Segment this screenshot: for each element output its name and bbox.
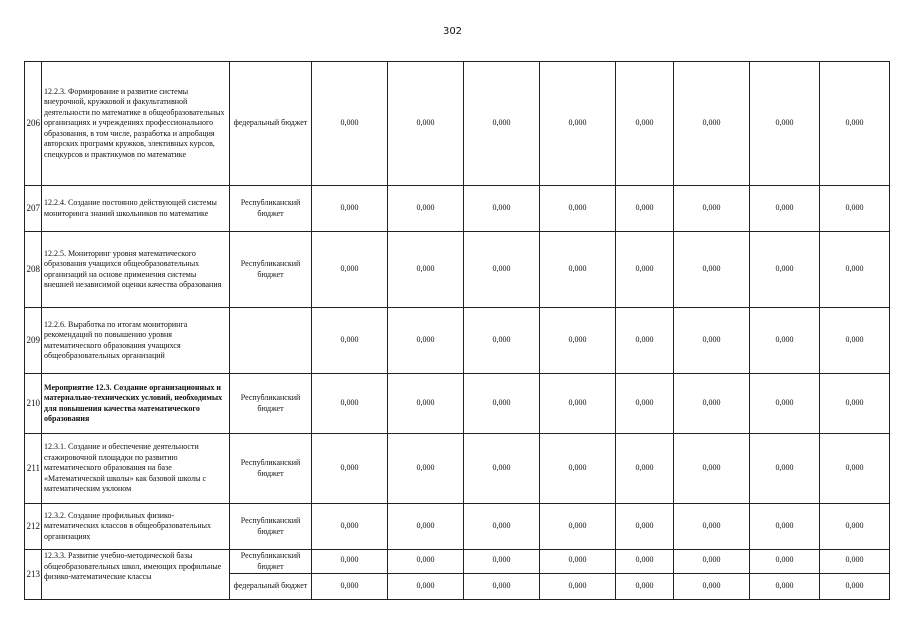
row-description: Мероприятие 12.3. Создание организационных и материально-технических условий, необходимых для повышения качества математического образования bbox=[42, 374, 230, 434]
funding-source: Республиканский бюджет bbox=[230, 186, 312, 232]
table-body bbox=[25, 62, 890, 600]
amount-cell: 0,000 bbox=[616, 574, 674, 600]
table-row bbox=[25, 550, 890, 574]
amount-cell: 0,000 bbox=[750, 232, 820, 308]
row-description: 12.2.5. Мониторинг уровня математического образования учащихся общеобразовательных организаций на основе применения системы внешней независимой оценки качества образования bbox=[42, 232, 230, 308]
amount-cell: 0,000 bbox=[674, 186, 750, 232]
amount-cell: 0,000 bbox=[820, 232, 890, 308]
amount-cell: 0,000 bbox=[750, 550, 820, 574]
amount-cell: 0,000 bbox=[674, 62, 750, 186]
amount-cell: 0,000 bbox=[540, 308, 616, 374]
table-row bbox=[25, 434, 890, 504]
amount-cell: 0,000 bbox=[820, 374, 890, 434]
row-number: 210 bbox=[25, 374, 42, 434]
amount-cell: 0,000 bbox=[312, 434, 388, 504]
amount-cell: 0,000 bbox=[464, 232, 540, 308]
amount-cell: 0,000 bbox=[820, 62, 890, 186]
amount-cell: 0,000 bbox=[388, 574, 464, 600]
amount-cell: 0,000 bbox=[674, 574, 750, 600]
amount-cell: 0,000 bbox=[674, 434, 750, 504]
amount-cell: 0,000 bbox=[616, 308, 674, 374]
amount-cell: 0,000 bbox=[464, 434, 540, 504]
row-description: 12.2.6. Выработка по итогам мониторинга рекомендаций по повышению уровня математического образования учащихся общеобразовательных организаций bbox=[42, 308, 230, 374]
amount-cell: 0,000 bbox=[820, 186, 890, 232]
amount-cell: 0,000 bbox=[616, 504, 674, 550]
amount-cell: 0,000 bbox=[388, 232, 464, 308]
amount-cell: 0,000 bbox=[312, 62, 388, 186]
amount-cell: 0,000 bbox=[750, 308, 820, 374]
amount-cell: 0,000 bbox=[750, 434, 820, 504]
amount-cell: 0,000 bbox=[312, 504, 388, 550]
amount-cell: 0,000 bbox=[540, 374, 616, 434]
amount-cell: 0,000 bbox=[388, 308, 464, 374]
funding-source: Республиканский бюджет bbox=[230, 434, 312, 504]
amount-cell: 0,000 bbox=[616, 374, 674, 434]
amount-cell: 0,000 bbox=[540, 574, 616, 600]
amount-cell: 0,000 bbox=[674, 308, 750, 374]
amount-cell: 0,000 bbox=[820, 550, 890, 574]
amount-cell: 0,000 bbox=[540, 62, 616, 186]
row-number: 212 bbox=[25, 504, 42, 550]
amount-cell: 0,000 bbox=[750, 574, 820, 600]
funding-source: Республиканский бюджет bbox=[230, 232, 312, 308]
page-number: 302 bbox=[442, 26, 463, 37]
amount-cell: 0,000 bbox=[388, 434, 464, 504]
amount-cell: 0,000 bbox=[540, 232, 616, 308]
amount-cell: 0,000 bbox=[750, 186, 820, 232]
table-row bbox=[25, 186, 890, 232]
row-description: 12.2.4. Создание постоянно действующей системы мониторинга знаний школьников по математике bbox=[42, 186, 230, 232]
table-row bbox=[25, 374, 890, 434]
row-number: 206 bbox=[25, 62, 42, 186]
amount-cell: 0,000 bbox=[312, 232, 388, 308]
amount-cell: 0,000 bbox=[464, 550, 540, 574]
amount-cell: 0,000 bbox=[616, 232, 674, 308]
amount-cell: 0,000 bbox=[820, 574, 890, 600]
amount-cell: 0,000 bbox=[388, 186, 464, 232]
amount-cell: 0,000 bbox=[820, 434, 890, 504]
budget-table bbox=[24, 61, 890, 600]
amount-cell: 0,000 bbox=[750, 374, 820, 434]
row-number: 207 bbox=[25, 186, 42, 232]
amount-cell: 0,000 bbox=[750, 504, 820, 550]
funding-source: Республиканский бюджет bbox=[230, 374, 312, 434]
amount-cell: 0,000 bbox=[540, 186, 616, 232]
amount-cell: 0,000 bbox=[540, 504, 616, 550]
table-row bbox=[25, 62, 890, 186]
row-description: 12.3.3. Развитие учебно-методической базы общеобразовательных школ, имеющих профильные физико-математические классы bbox=[42, 550, 230, 600]
funding-source bbox=[230, 308, 312, 374]
table-row bbox=[25, 232, 890, 308]
amount-cell: 0,000 bbox=[464, 62, 540, 186]
funding-source: Республиканский бюджет bbox=[230, 504, 312, 550]
amount-cell: 0,000 bbox=[388, 62, 464, 186]
funding-source: федеральный бюджет bbox=[230, 62, 312, 186]
amount-cell: 0,000 bbox=[750, 62, 820, 186]
amount-cell: 0,000 bbox=[312, 186, 388, 232]
amount-cell: 0,000 bbox=[616, 550, 674, 574]
row-number: 211 bbox=[25, 434, 42, 504]
row-description: 12.3.1. Создание и обеспечение деятельности стажировочной площадки по развитию математического образования на базе «Математической школы» как базовой школы с математическим уклоном bbox=[42, 434, 230, 504]
amount-cell: 0,000 bbox=[388, 504, 464, 550]
amount-cell: 0,000 bbox=[540, 434, 616, 504]
funding-source: Республиканский бюджет bbox=[230, 550, 312, 574]
amount-cell: 0,000 bbox=[464, 504, 540, 550]
table-row bbox=[25, 504, 890, 550]
amount-cell: 0,000 bbox=[616, 434, 674, 504]
table-row bbox=[25, 308, 890, 374]
amount-cell: 0,000 bbox=[616, 62, 674, 186]
amount-cell: 0,000 bbox=[388, 550, 464, 574]
amount-cell: 0,000 bbox=[312, 550, 388, 574]
amount-cell: 0,000 bbox=[820, 504, 890, 550]
row-description: 12.2.3. Формирование и развитие системы внеурочной, кружковой и факультативной деятельности по математике в общеобразовательных организациях и учреждениях профессионального образования, в том числе, разработка и апробация авторских программ кружков, элективных курсов, спецкурсов и практикумов по математике bbox=[42, 62, 230, 186]
row-number: 213 bbox=[25, 550, 42, 600]
amount-cell: 0,000 bbox=[312, 308, 388, 374]
amount-cell: 0,000 bbox=[674, 550, 750, 574]
amount-cell: 0,000 bbox=[312, 574, 388, 600]
amount-cell: 0,000 bbox=[616, 186, 674, 232]
amount-cell: 0,000 bbox=[464, 374, 540, 434]
row-number: 209 bbox=[25, 308, 42, 374]
amount-cell: 0,000 bbox=[312, 374, 388, 434]
amount-cell: 0,000 bbox=[674, 374, 750, 434]
funding-source: федеральный бюджет bbox=[230, 574, 312, 600]
amount-cell: 0,000 bbox=[464, 308, 540, 374]
row-number: 208 bbox=[25, 232, 42, 308]
amount-cell: 0,000 bbox=[464, 186, 540, 232]
row-description: 12.3.2. Создание профильных физико-математических классов в общеобразовательных организациях bbox=[42, 504, 230, 550]
amount-cell: 0,000 bbox=[674, 504, 750, 550]
amount-cell: 0,000 bbox=[464, 574, 540, 600]
amount-cell: 0,000 bbox=[674, 232, 750, 308]
amount-cell: 0,000 bbox=[820, 308, 890, 374]
amount-cell: 0,000 bbox=[540, 550, 616, 574]
amount-cell: 0,000 bbox=[388, 374, 464, 434]
